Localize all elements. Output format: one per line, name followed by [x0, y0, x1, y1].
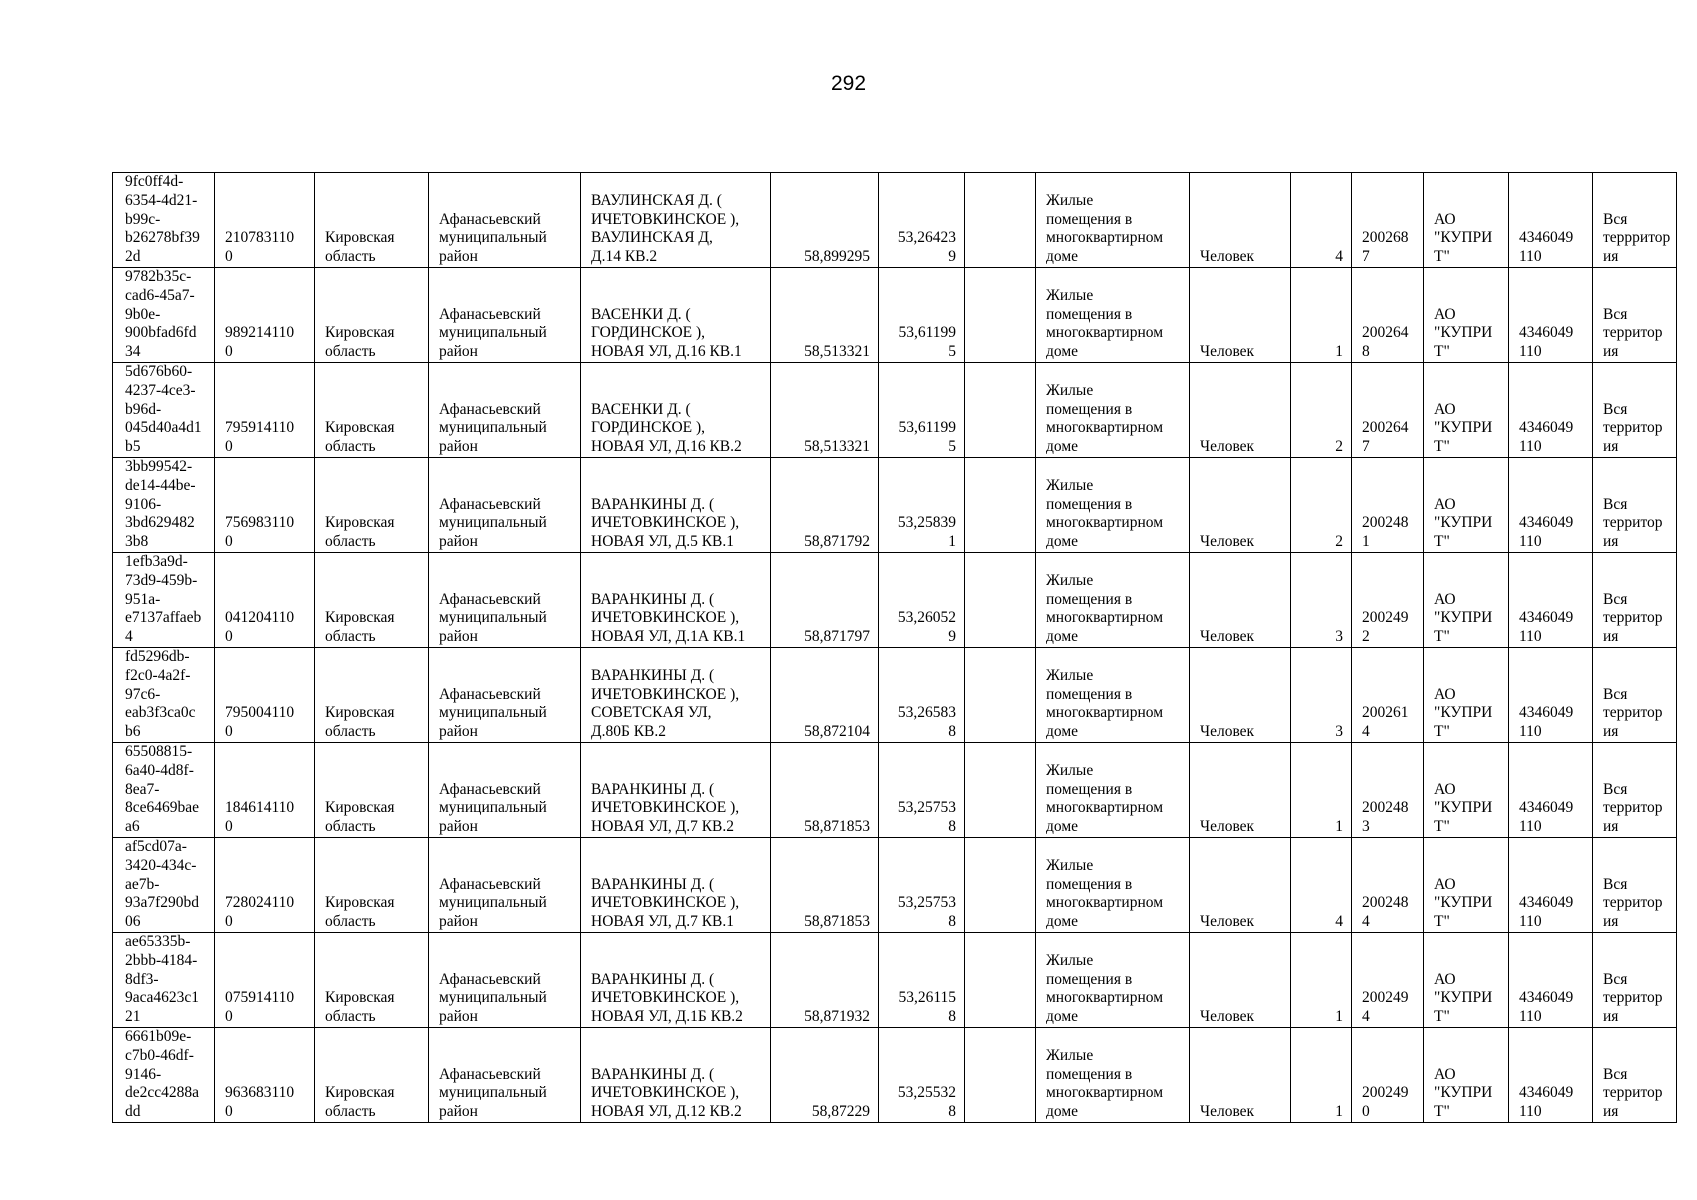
- cell-longitude: 53,61199 5: [879, 363, 965, 458]
- cell-premises-type: Жилые помещения в многоквартирном доме: [1036, 173, 1190, 268]
- cell-organization: АО "КУПРИ Т": [1424, 933, 1509, 1028]
- cell-inn: 4346049 110: [1509, 268, 1593, 363]
- cell-organization: АО "КУПРИ Т": [1424, 553, 1509, 648]
- cell-empty: [965, 648, 1036, 743]
- cell-organization: АО "КУПРИ Т": [1424, 838, 1509, 933]
- cell-empty: [965, 933, 1036, 1028]
- cell-unit: Человек: [1190, 1028, 1291, 1123]
- cell-count: 3: [1291, 648, 1352, 743]
- cell-address: ВАРАНКИНЫ Д. ( ИЧЕТОВКИНСКОЕ ), НОВАЯ УЛ, Д.1А КВ.1: [581, 553, 771, 648]
- cell-premises-type: Жилые помещения в многоквартирном доме: [1036, 743, 1190, 838]
- page-number: 292: [830, 72, 867, 95]
- cell-premises-type: Жилые помещения в многоквартирном доме: [1036, 553, 1190, 648]
- cell-district: Афанасьевский муниципальный район: [429, 268, 581, 363]
- cell-district: Афанасьевский муниципальный район: [429, 838, 581, 933]
- cell-inn: 4346049 110: [1509, 363, 1593, 458]
- table-row: [113, 648, 1677, 743]
- cell-number: 200264 8: [1352, 268, 1424, 363]
- cell-unit: Человек: [1190, 173, 1291, 268]
- cell-address: ВАРАНКИНЫ Д. ( ИЧЕТОВКИНСКОЕ ), НОВАЯ УЛ, Д.7 КВ.1: [581, 838, 771, 933]
- cell-unit: Человек: [1190, 553, 1291, 648]
- registry-table: [112, 172, 1677, 1123]
- cell-latitude: 58,87229: [771, 1028, 879, 1123]
- cell-unit: Человек: [1190, 363, 1291, 458]
- cell-premises-type: Жилые помещения в многоквартирном доме: [1036, 933, 1190, 1028]
- cell-territory: Вся территор ия: [1593, 268, 1677, 363]
- cell-address: ВАСЕНКИ Д. ( ГОРДИНСКОЕ ), НОВАЯ УЛ, Д.16 КВ.2: [581, 363, 771, 458]
- cell-record-id: 65508815- 6a40-4d8f- 8ea7- 8ce6469bae a6: [113, 743, 215, 838]
- cell-record-id: 5d676b60- 4237-4ce3- b96d- 045d40a4d1 b5: [113, 363, 215, 458]
- cell-number: 200264 7: [1352, 363, 1424, 458]
- cell-region: Кировская область: [315, 1028, 429, 1123]
- cell-organization: АО "КУПРИ Т": [1424, 648, 1509, 743]
- cell-record-id: 9fc0ff4d- 6354-4d21- b99c- b26278bf39 2d: [113, 173, 215, 268]
- cell-count: 2: [1291, 458, 1352, 553]
- cell-organization: АО "КУПРИ Т": [1424, 268, 1509, 363]
- cell-region: Кировская область: [315, 553, 429, 648]
- cell-code: 075914110 0: [215, 933, 315, 1028]
- cell-latitude: 58,871792: [771, 458, 879, 553]
- cell-territory: Вся территор ия: [1593, 743, 1677, 838]
- cell-territory: Вся территор ия: [1593, 458, 1677, 553]
- table-row: [113, 363, 1677, 458]
- cell-empty: [965, 553, 1036, 648]
- cell-number: 200249 2: [1352, 553, 1424, 648]
- cell-code: 728024110 0: [215, 838, 315, 933]
- cell-inn: 4346049 110: [1509, 458, 1593, 553]
- cell-longitude: 53,26115 8: [879, 933, 965, 1028]
- cell-district: Афанасьевский муниципальный район: [429, 553, 581, 648]
- cell-premises-type: Жилые помещения в многоквартирном доме: [1036, 268, 1190, 363]
- table-row: [113, 553, 1677, 648]
- cell-latitude: 58,872104: [771, 648, 879, 743]
- table-row: [113, 268, 1677, 363]
- cell-empty: [965, 173, 1036, 268]
- cell-empty: [965, 363, 1036, 458]
- cell-longitude: 53,25839 1: [879, 458, 965, 553]
- cell-address: ВАРАНКИНЫ Д. ( ИЧЕТОВКИНСКОЕ ), НОВАЯ УЛ, Д.7 КВ.2: [581, 743, 771, 838]
- cell-longitude: 53,25532 8: [879, 1028, 965, 1123]
- cell-premises-type: Жилые помещения в многоквартирном доме: [1036, 363, 1190, 458]
- cell-longitude: 53,61199 5: [879, 268, 965, 363]
- cell-premises-type: Жилые помещения в многоквартирном доме: [1036, 648, 1190, 743]
- cell-district: Афанасьевский муниципальный район: [429, 173, 581, 268]
- cell-number: 200249 0: [1352, 1028, 1424, 1123]
- cell-inn: 4346049 110: [1509, 648, 1593, 743]
- cell-code: 963683110 0: [215, 1028, 315, 1123]
- cell-empty: [965, 1028, 1036, 1123]
- cell-district: Афанасьевский муниципальный район: [429, 1028, 581, 1123]
- cell-unit: Человек: [1190, 933, 1291, 1028]
- cell-territory: Вся территор ия: [1593, 1028, 1677, 1123]
- cell-number: 200249 4: [1352, 933, 1424, 1028]
- table-row: [113, 838, 1677, 933]
- cell-region: Кировская область: [315, 648, 429, 743]
- table-row: [113, 743, 1677, 838]
- cell-number: 200268 7: [1352, 173, 1424, 268]
- table-row: [113, 173, 1677, 268]
- registry-body: [113, 173, 1677, 1123]
- cell-district: Афанасьевский муниципальный район: [429, 363, 581, 458]
- cell-region: Кировская область: [315, 173, 429, 268]
- cell-longitude: 53,26583 8: [879, 648, 965, 743]
- cell-territory: Вся территор ия: [1593, 933, 1677, 1028]
- cell-inn: 4346049 110: [1509, 933, 1593, 1028]
- cell-unit: Человек: [1190, 838, 1291, 933]
- cell-inn: 4346049 110: [1509, 1028, 1593, 1123]
- cell-region: Кировская область: [315, 268, 429, 363]
- cell-latitude: 58,513321: [771, 268, 879, 363]
- cell-latitude: 58,871797: [771, 553, 879, 648]
- cell-region: Кировская область: [315, 458, 429, 553]
- cell-territory: Вся территор ия: [1593, 648, 1677, 743]
- cell-district: Афанасьевский муниципальный район: [429, 458, 581, 553]
- cell-code: 795914110 0: [215, 363, 315, 458]
- cell-latitude: 58,513321: [771, 363, 879, 458]
- cell-territory: Вся территор ия: [1593, 553, 1677, 648]
- cell-count: 1: [1291, 743, 1352, 838]
- cell-record-id: 9782b35c- cad6-45a7- 9b0e- 900bfad6fd 34: [113, 268, 215, 363]
- cell-empty: [965, 743, 1036, 838]
- cell-inn: 4346049 110: [1509, 173, 1593, 268]
- cell-address: ВАРАНКИНЫ Д. ( ИЧЕТОВКИНСКОЕ ), НОВАЯ УЛ, Д.1Б КВ.2: [581, 933, 771, 1028]
- cell-longitude: 53,25753 8: [879, 838, 965, 933]
- cell-district: Афанасьевский муниципальный район: [429, 743, 581, 838]
- cell-district: Афанасьевский муниципальный район: [429, 933, 581, 1028]
- cell-count: 3: [1291, 553, 1352, 648]
- cell-unit: Человек: [1190, 648, 1291, 743]
- cell-address: ВАРАНКИНЫ Д. ( ИЧЕТОВКИНСКОЕ ), СОВЕТСКАЯ УЛ, Д.80Б КВ.2: [581, 648, 771, 743]
- cell-record-id: ae65335b- 2bbb-4184- 8df3- 9aca4623c1 21: [113, 933, 215, 1028]
- cell-district: Афанасьевский муниципальный район: [429, 648, 581, 743]
- cell-number: 200248 3: [1352, 743, 1424, 838]
- cell-empty: [965, 268, 1036, 363]
- cell-record-id: 3bb99542- de14-44be- 9106- 3bd629482 3b8: [113, 458, 215, 553]
- cell-inn: 4346049 110: [1509, 838, 1593, 933]
- table-row: [113, 458, 1677, 553]
- cell-organization: АО "КУПРИ Т": [1424, 1028, 1509, 1123]
- cell-longitude: 53,26423 9: [879, 173, 965, 268]
- cell-organization: АО "КУПРИ Т": [1424, 363, 1509, 458]
- cell-region: Кировская область: [315, 933, 429, 1028]
- cell-region: Кировская область: [315, 743, 429, 838]
- cell-inn: 4346049 110: [1509, 743, 1593, 838]
- cell-inn: 4346049 110: [1509, 553, 1593, 648]
- cell-territory: Вся территор ия: [1593, 363, 1677, 458]
- cell-code: 184614110 0: [215, 743, 315, 838]
- cell-longitude: 53,26052 9: [879, 553, 965, 648]
- cell-record-id: 6661b09e- c7b0-46df- 9146- de2cc4288a dd: [113, 1028, 215, 1123]
- cell-organization: АО "КУПРИ Т": [1424, 458, 1509, 553]
- cell-record-id: fd5296db- f2c0-4a2f- 97c6- eab3f3ca0c b6: [113, 648, 215, 743]
- cell-latitude: 58,871853: [771, 743, 879, 838]
- cell-code: 041204110 0: [215, 553, 315, 648]
- cell-number: 200248 4: [1352, 838, 1424, 933]
- cell-region: Кировская область: [315, 363, 429, 458]
- cell-unit: Человек: [1190, 458, 1291, 553]
- cell-address: ВАРАНКИНЫ Д. ( ИЧЕТОВКИНСКОЕ ), НОВАЯ УЛ, Д.5 КВ.1: [581, 458, 771, 553]
- cell-unit: Человек: [1190, 743, 1291, 838]
- cell-count: 1: [1291, 933, 1352, 1028]
- cell-code: 989214110 0: [215, 268, 315, 363]
- cell-longitude: 53,25753 8: [879, 743, 965, 838]
- cell-address: ВАУЛИНСКАЯ Д. ( ИЧЕТОВКИНСКОЕ ), ВАУЛИНСКАЯ Д, Д.14 КВ.2: [581, 173, 771, 268]
- cell-empty: [965, 838, 1036, 933]
- cell-organization: АО "КУПРИ Т": [1424, 743, 1509, 838]
- cell-latitude: 58,871932: [771, 933, 879, 1028]
- cell-region: Кировская область: [315, 838, 429, 933]
- cell-organization: АО "КУПРИ Т": [1424, 173, 1509, 268]
- cell-number: 200248 1: [1352, 458, 1424, 553]
- cell-count: 1: [1291, 1028, 1352, 1123]
- cell-empty: [965, 458, 1036, 553]
- cell-premises-type: Жилые помещения в многоквартирном доме: [1036, 458, 1190, 553]
- cell-count: 4: [1291, 838, 1352, 933]
- cell-latitude: 58,899295: [771, 173, 879, 268]
- cell-count: 1: [1291, 268, 1352, 363]
- cell-address: ВАСЕНКИ Д. ( ГОРДИНСКОЕ ), НОВАЯ УЛ, Д.16 КВ.1: [581, 268, 771, 363]
- cell-latitude: 58,871853: [771, 838, 879, 933]
- cell-premises-type: Жилые помещения в многоквартирном доме: [1036, 1028, 1190, 1123]
- cell-premises-type: Жилые помещения в многоквартирном доме: [1036, 838, 1190, 933]
- cell-territory: Вся террритор ия: [1593, 173, 1677, 268]
- cell-code: 756983110 0: [215, 458, 315, 553]
- cell-address: ВАРАНКИНЫ Д. ( ИЧЕТОВКИНСКОЕ ), НОВАЯ УЛ, Д.12 КВ.2: [581, 1028, 771, 1123]
- cell-record-id: af5cd07a- 3420-434c- ae7b- 93a7f290bd 06: [113, 838, 215, 933]
- cell-code: 210783110 0: [215, 173, 315, 268]
- cell-count: 2: [1291, 363, 1352, 458]
- cell-number: 200261 4: [1352, 648, 1424, 743]
- cell-code: 795004110 0: [215, 648, 315, 743]
- table-row: [113, 933, 1677, 1028]
- cell-unit: Человек: [1190, 268, 1291, 363]
- table-row: [113, 1028, 1677, 1123]
- cell-record-id: 1efb3a9d- 73d9-459b- 951a- e7137affaeb 4: [113, 553, 215, 648]
- cell-territory: Вся территор ия: [1593, 838, 1677, 933]
- cell-count: 4: [1291, 173, 1352, 268]
